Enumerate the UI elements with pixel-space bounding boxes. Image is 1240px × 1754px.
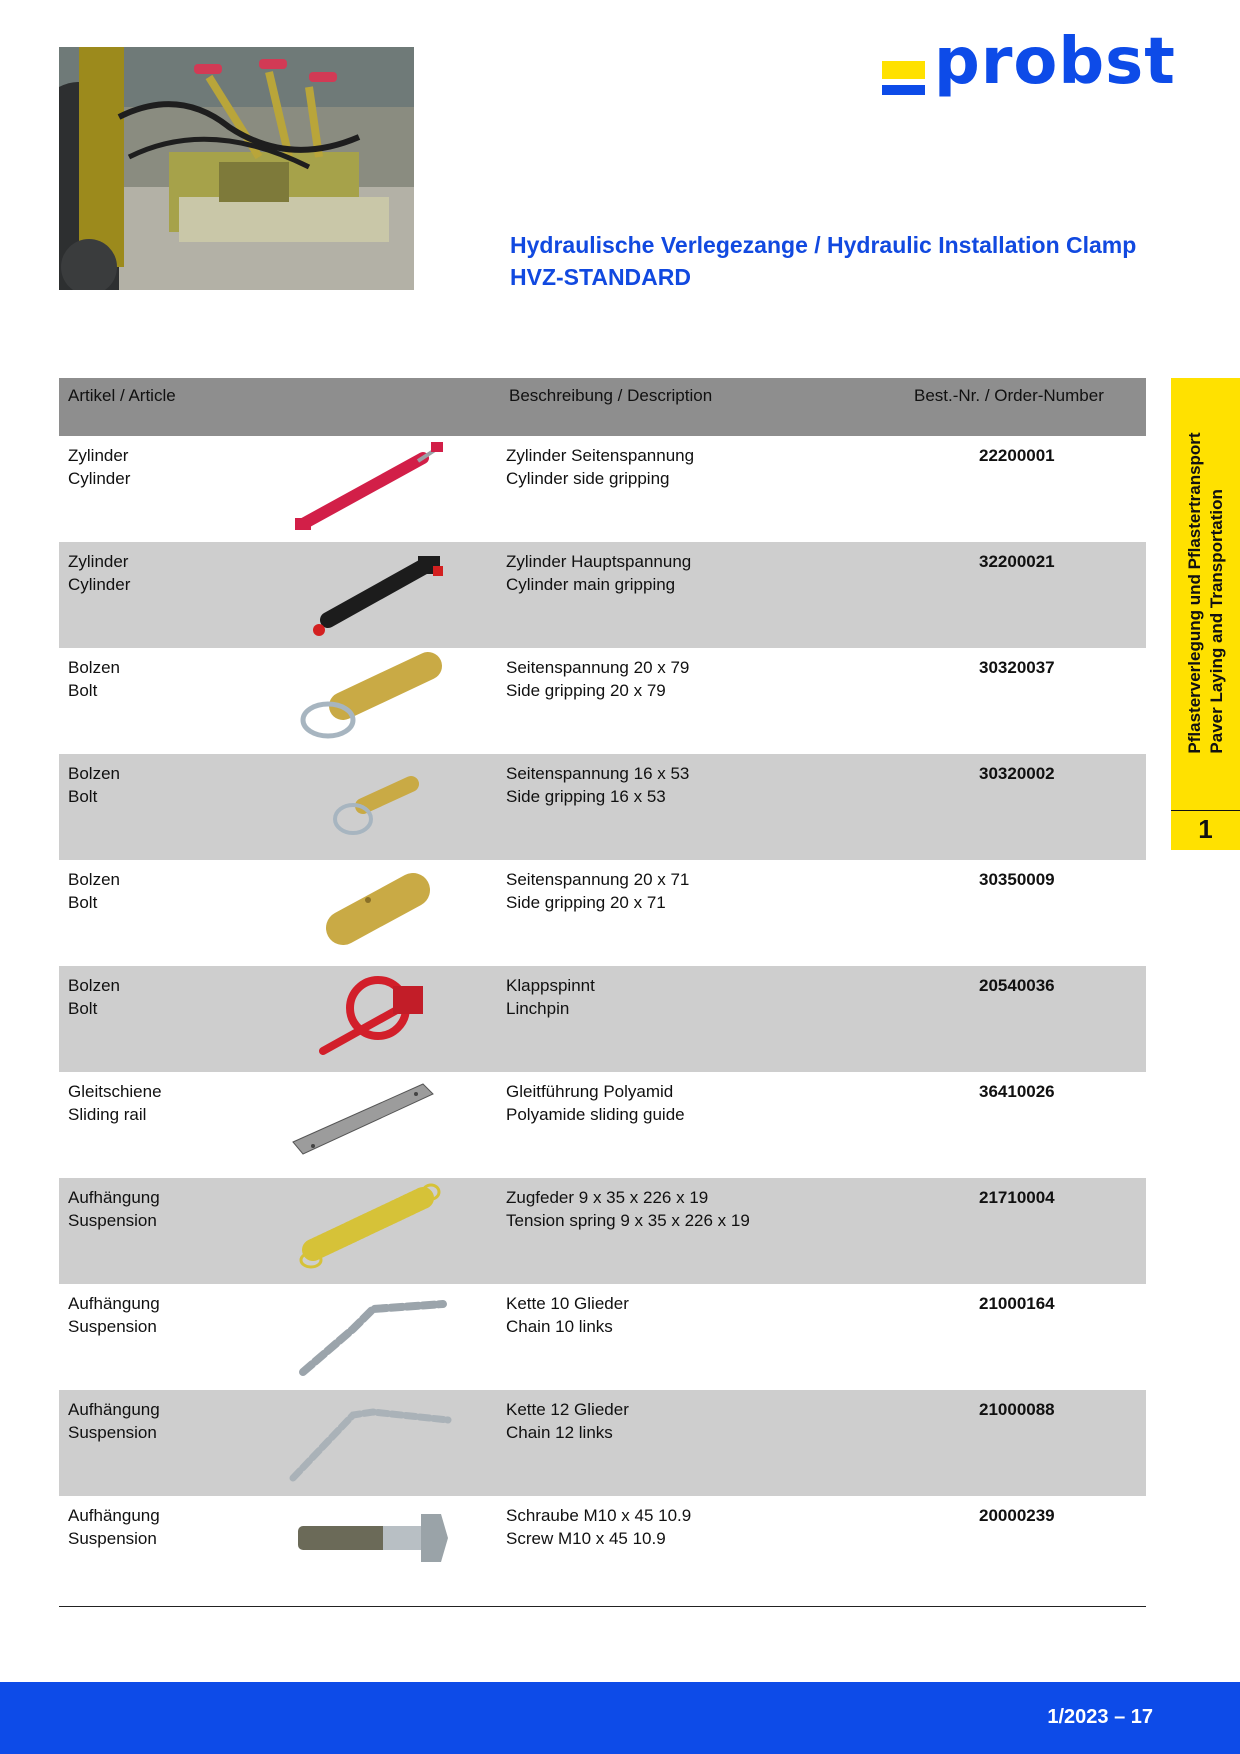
article-cell: Aufhängung Suspension [68,1188,160,1230]
table-row [59,1284,1146,1390]
table-row [59,1496,1146,1602]
description-cell: Kette 12 Glieder Chain 12 links [506,1400,629,1442]
article-cell: Zylinder Cylinder [68,446,131,488]
order-number: 20540036 [979,976,1055,995]
order-number: 30320037 [979,658,1055,677]
red-cylinder-image [283,436,453,540]
table-row [59,1178,1146,1284]
header-article: Artikel / Article [68,386,176,405]
description-cell: Seitenspannung 20 x 71 Side gripping 20 x 71 [506,870,690,912]
table-row [59,1390,1146,1496]
table-row [59,648,1146,754]
page-number: 1/2023 – 17 [1047,1706,1153,1728]
article-cell: Bolzen Bolt [68,658,120,700]
logo-yellow-bar [882,61,925,79]
description-cell: Gleitführung Polyamid Polyamide sliding guide [506,1082,685,1124]
article-cell: Aufhängung Suspension [68,1294,160,1336]
probst-logo [882,25,1187,112]
screw-image [283,1496,453,1600]
description-cell: Schraube M10 x 45 10.9 Screw M10 x 45 10.9 [506,1506,692,1548]
description-cell: Seitenspannung 20 x 79 Side gripping 20 x 79 [506,658,690,700]
article-cell: Bolzen Bolt [68,976,120,1018]
product-photo [59,47,414,290]
footer-bar [0,1682,1240,1754]
table-header [59,378,1146,436]
order-number: 32200021 [979,552,1055,571]
table-row [59,754,1146,860]
article-cell: Aufhängung Suspension [68,1506,160,1548]
table-row [59,860,1146,966]
order-number: 20000239 [979,1506,1055,1525]
article-cell: Zylinder Cylinder [68,552,131,594]
chain-12-image [283,1390,453,1494]
table-bottom-rule [59,1606,1146,1607]
order-number: 30320002 [979,764,1055,783]
chain-10-image [283,1284,453,1388]
title-line-2: HVZ-STANDARD [510,264,692,290]
side-tab-divider [1171,810,1240,811]
table-row [59,542,1146,648]
description-cell: Zylinder Seitenspannung Cylinder side gripping [506,446,695,488]
chapter-side-tab [1171,378,1240,850]
bolt-ring-image [283,648,453,752]
description-cell: Seitenspannung 16 x 53 Side gripping 16 x 53 [506,764,690,806]
title-line-1: Hydraulische Verlegezange / Hydraulic Installation Clamp [510,232,1137,258]
chapter-number: 1 [1198,814,1213,844]
description-cell: Zugfeder 9 x 35 x 226 x 19 Tension spring 9 x 35 x 226 x 19 [506,1188,750,1230]
order-number: 22200001 [979,446,1055,465]
order-number: 21710004 [979,1188,1055,1207]
table-row [59,1072,1146,1178]
sliding-rail-image [283,1072,453,1176]
side-tab-label: Pflasterverlegung und Pflastertransport Paver Laying and Transportation [1185,432,1226,754]
description-cell: Kette 10 Glieder Chain 10 links [506,1294,629,1336]
black-cylinder-image [283,542,453,646]
article-cell: Gleitschiene Sliding rail [68,1082,162,1124]
header-order-number: Best.-Nr. / Order-Number [914,386,1104,405]
table-row [59,436,1146,542]
logo-wordmark: probst [934,25,1176,99]
tension-spring-image [283,1178,453,1282]
order-number: 21000164 [979,1294,1055,1313]
article-cell: Aufhängung Suspension [68,1400,160,1442]
linchpin-image [283,966,453,1070]
page-title [510,229,1136,293]
parts-table [59,378,1146,1602]
order-number: 36410026 [979,1082,1055,1101]
order-number: 21000088 [979,1400,1055,1419]
description-cell: Zylinder Hauptspannung Cylinder main gripping [506,552,692,594]
description-cell: Klappspinnt Linchpin [506,976,595,1018]
order-number: 30350009 [979,870,1055,889]
small-bolt-ring-image [283,754,453,858]
header-description: Beschreibung / Description [509,386,713,405]
article-cell: Bolzen Bolt [68,870,120,912]
article-cell: Bolzen Bolt [68,764,120,806]
table-row [59,966,1146,1072]
plain-bolt-image [283,860,453,964]
logo-blue-bar [882,85,925,95]
